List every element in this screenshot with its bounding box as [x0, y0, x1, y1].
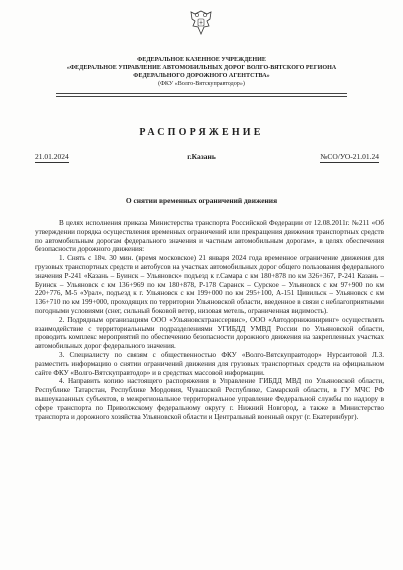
document-type-title: РАСПОРЯЖЕНИЕ [139, 127, 264, 138]
body-paragraph-2: 2. Подрядным организациям ООО «Ульяновсктранссервис», ООО «Автодорнижиниринг» осуществлять взаимодействие с территориальными подразделениями УГИБДД УМВД России по Ульяновской области, проводить комплекс мероприятий по обеспечению безопасности дорожного движения на закрепленных участках автомобильных дорог федерального значения. [35, 315, 384, 351]
header-divider-top [56, 93, 347, 94]
org-name-line-3: ФЕДЕРАЛЬНОГО ДОРОЖНОГО АГЕНТСТВА» [133, 73, 270, 79]
document-number: №СО/УО-21.01.24 [320, 152, 379, 161]
document-subject: О снятии временных ограничений движения [125, 196, 278, 205]
coat-of-arms-emblem-icon [189, 9, 213, 36]
document-city: г.Казань [187, 152, 216, 161]
body-paragraph-preamble: В целях исполнения приказа Министерства транспорта Российской Федерации от 12.08.2011г. №211 «Об утверждении порядка осуществления временных ограничений или прекращения движения транспортных средств по автомобильным дорогам федерального значения и частным автомобильным дорогам», в целях обеспечения безопасности дорожного движения: [35, 219, 384, 254]
body-paragraph-3: 3. Специалисту по связям с общественностью ФКУ «Волго-Вятскуправтодор» Нурсаитовой Л.З. разместить информацию о снятии ограничений движения для грузовых транспортных средств на официальном сайте ФКУ «Волго-Вятскуправтодор» и в средствах массовой информации. [35, 350, 384, 377]
org-name-line-1: ФЕДЕРАЛЬНОЕ КАЗЕННОЕ УЧРЕЖДЕНИЕ [137, 57, 266, 63]
document-date: 21.01.2024 [35, 152, 69, 161]
body-paragraph-1: 1. Снять с 18ч. 30 мин. (время московское) 21 января 2024 года временное ограничение движения для грузовых транспортных средств и автобусов на участках автомобильных дорог общего пользования федерального значения Р-241 «Казань – Буинск – Ульяновск» подъезд к г.Самара с км 180+878 по км 326+367, Р-241 Казань – Буинск – Ульяновск с км 136+969 по км 180+878, Р-178 Саранск – Сурское – Ульяновск с км 97+900 по км 220+776, М-5 «Урал», подъезд к г. Ульяновск с км 199+000 по км 295+100, А-151 Цивильск – Ульяновск с км 136+710 по км 199+000, проходящих по территории Ульяновской области, введенное в связи с неблагоприятными погодными условиями (снег, сильный боковой ветер, низовая метель, ограниченная видимость). [35, 254, 384, 315]
org-short-name: (ФКУ «Волго-Вятскуправтодор») [158, 81, 245, 87]
header-divider-bottom [56, 96, 347, 97]
org-name-line-2: «ФЕДЕРАЛЬНОЕ УПРАВЛЕНИЕ АВТОМОБИЛЬНЫХ ДОРОГ ВОЛГО-ВЯТСКОГО РЕГИОНА [66, 65, 337, 71]
document-body [35, 219, 384, 421]
body-paragraph-4: 4. Направить копию настоящего распоряжения в Управление ГИБДД МВД по Ульяновской области, Республике Татарстан, Республике Мордовия, Чувашской Республике, Самарской области, в ГУ МЧС РФ вышеуказанных субъектов, в межрегиональное территориальное управление Федеральной службы по надзору в сфере транспорта по Приволжскому федеральному округу г. Нижний Новгород, а также в Министерство транспорта и дорожного хозяйства Ульяновской области и Центральный военный округ (г. Екатеринбург). [35, 377, 384, 421]
